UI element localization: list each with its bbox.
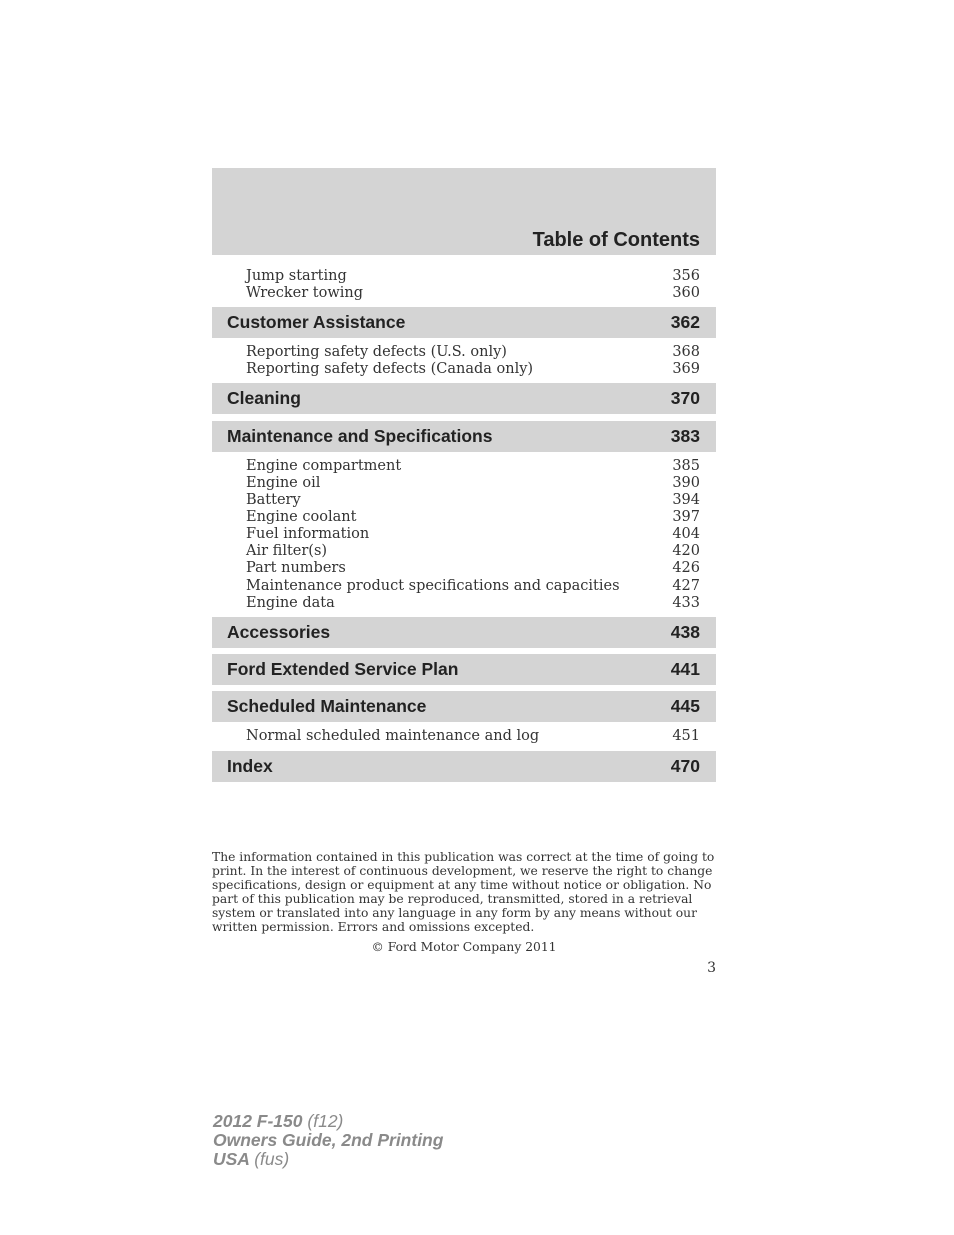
toc-section-customer-assistance[interactable]: [212, 307, 716, 338]
toc-entry-label: Engine coolant: [246, 509, 357, 525]
toc-entry-label: Part numbers: [246, 560, 346, 576]
page-title: Table of Contents: [532, 229, 700, 251]
toc-entry-label: Jump starting: [246, 268, 347, 284]
toc-entry-label: Fuel information: [246, 526, 370, 542]
toc-entry-page: 451: [672, 728, 700, 744]
toc-entry-page: 360: [672, 285, 700, 301]
toc-entry[interactable]: [212, 578, 716, 595]
toc-entry-page: 385: [672, 458, 700, 474]
toc-entry[interactable]: [212, 475, 716, 492]
toc-entry[interactable]: [212, 492, 716, 509]
disclaimer: [212, 850, 716, 934]
disclaimer-line: part of this publication may be reproduced, transmitted, stored in a retrieval: [212, 892, 693, 906]
toc-entry-page: 404: [672, 526, 700, 542]
toc-entry[interactable]: [212, 509, 716, 526]
toc-section-extended-service-plan[interactable]: [212, 654, 716, 685]
toc-entry-page: 420: [672, 543, 700, 559]
toc-entry-page: 427: [672, 578, 700, 594]
toc-entry-page: 397: [672, 509, 700, 525]
toc-entry-page: 390: [672, 475, 700, 491]
footer-model-code: (f12): [307, 1111, 344, 1131]
toc-section-page: 470: [670, 756, 700, 776]
toc-entry[interactable]: [212, 595, 716, 612]
copyright: © Ford Motor Company 2011: [371, 940, 557, 954]
toc-entry-label: Air filter(s): [246, 543, 328, 559]
toc-section-label: Scheduled Maintenance: [227, 696, 427, 716]
toc-section-cleaning[interactable]: [212, 383, 716, 414]
toc-entry-page: 426: [672, 560, 700, 576]
toc-entry-label: Maintenance product specifications and capacities: [246, 578, 620, 594]
toc-section-index[interactable]: [212, 751, 716, 782]
toc-entry-label: Reporting safety defects (U.S. only): [246, 344, 507, 360]
footer-model-line: [213, 1112, 443, 1131]
toc-entry-label: Battery: [246, 492, 301, 508]
disclaimer-line: The information contained in this publication was correct at the time of going to: [212, 850, 715, 864]
toc-section-label: Customer Assistance: [227, 312, 406, 332]
toc-entry[interactable]: [212, 344, 716, 361]
toc-section-page: 362: [670, 312, 700, 332]
toc-entry-label: Engine compartment: [246, 458, 402, 474]
toc-entry[interactable]: [212, 560, 716, 577]
toc-entry[interactable]: [212, 361, 716, 378]
toc-entry-page: 394: [672, 492, 700, 508]
toc-entry-page: 369: [672, 361, 700, 377]
toc-entry[interactable]: [212, 543, 716, 560]
toc-section-page: 438: [670, 622, 700, 642]
toc-entry-page: 433: [672, 595, 700, 611]
document-footer: [213, 1112, 443, 1169]
toc-entry[interactable]: [212, 728, 716, 745]
toc-section-page: 441: [670, 659, 700, 679]
toc-entry-label: Wrecker towing: [246, 285, 364, 301]
disclaimer-line: written permission. Errors and omissions excepted.: [212, 920, 535, 934]
toc-entry[interactable]: [212, 526, 716, 543]
toc-section-label: Cleaning: [227, 388, 301, 408]
toc-entry-label: Engine data: [246, 595, 335, 611]
disclaimer-line: system or translated into any language in any form by any means without our: [212, 906, 697, 920]
toc-entry-label: Reporting safety defects (Canada only): [246, 361, 534, 377]
footer-market: USA: [213, 1149, 250, 1169]
toc-section-maintenance[interactable]: [212, 421, 716, 452]
toc-entry-label: Normal scheduled maintenance and log: [246, 728, 540, 744]
footer-market-line: [213, 1150, 443, 1169]
footer-guide: Owners Guide, 2nd Printing: [213, 1130, 444, 1150]
toc-section-label: Accessories: [227, 622, 331, 642]
footer-model: 2012 F-150: [213, 1111, 303, 1131]
toc-entry[interactable]: [212, 285, 716, 302]
toc-header-band: [212, 168, 716, 255]
page-number: 3: [707, 960, 716, 976]
toc-section-label: Ford Extended Service Plan: [227, 659, 459, 679]
toc-entry-page: 356: [672, 268, 700, 284]
toc-section-page: 370: [670, 388, 700, 408]
toc-entry-page: 368: [672, 344, 700, 360]
toc-entry-label: Engine oil: [246, 475, 321, 491]
toc-section-page: 383: [670, 426, 700, 446]
toc-section-accessories[interactable]: [212, 617, 716, 648]
toc-section-label: Index: [227, 756, 273, 776]
disclaimer-line: print. In the interest of continuous development, we reserve the right to change: [212, 864, 713, 878]
toc-section-label: Maintenance and Specifications: [227, 426, 493, 446]
toc-entry[interactable]: [212, 268, 716, 285]
toc-section-page: 445: [670, 696, 700, 716]
toc-entry[interactable]: [212, 458, 716, 475]
disclaimer-line: specifications, design or equipment at any time without notice or obligation. No: [212, 878, 712, 892]
footer-market-code: (fus): [254, 1149, 290, 1169]
toc-section-scheduled-maintenance[interactable]: [212, 691, 716, 722]
